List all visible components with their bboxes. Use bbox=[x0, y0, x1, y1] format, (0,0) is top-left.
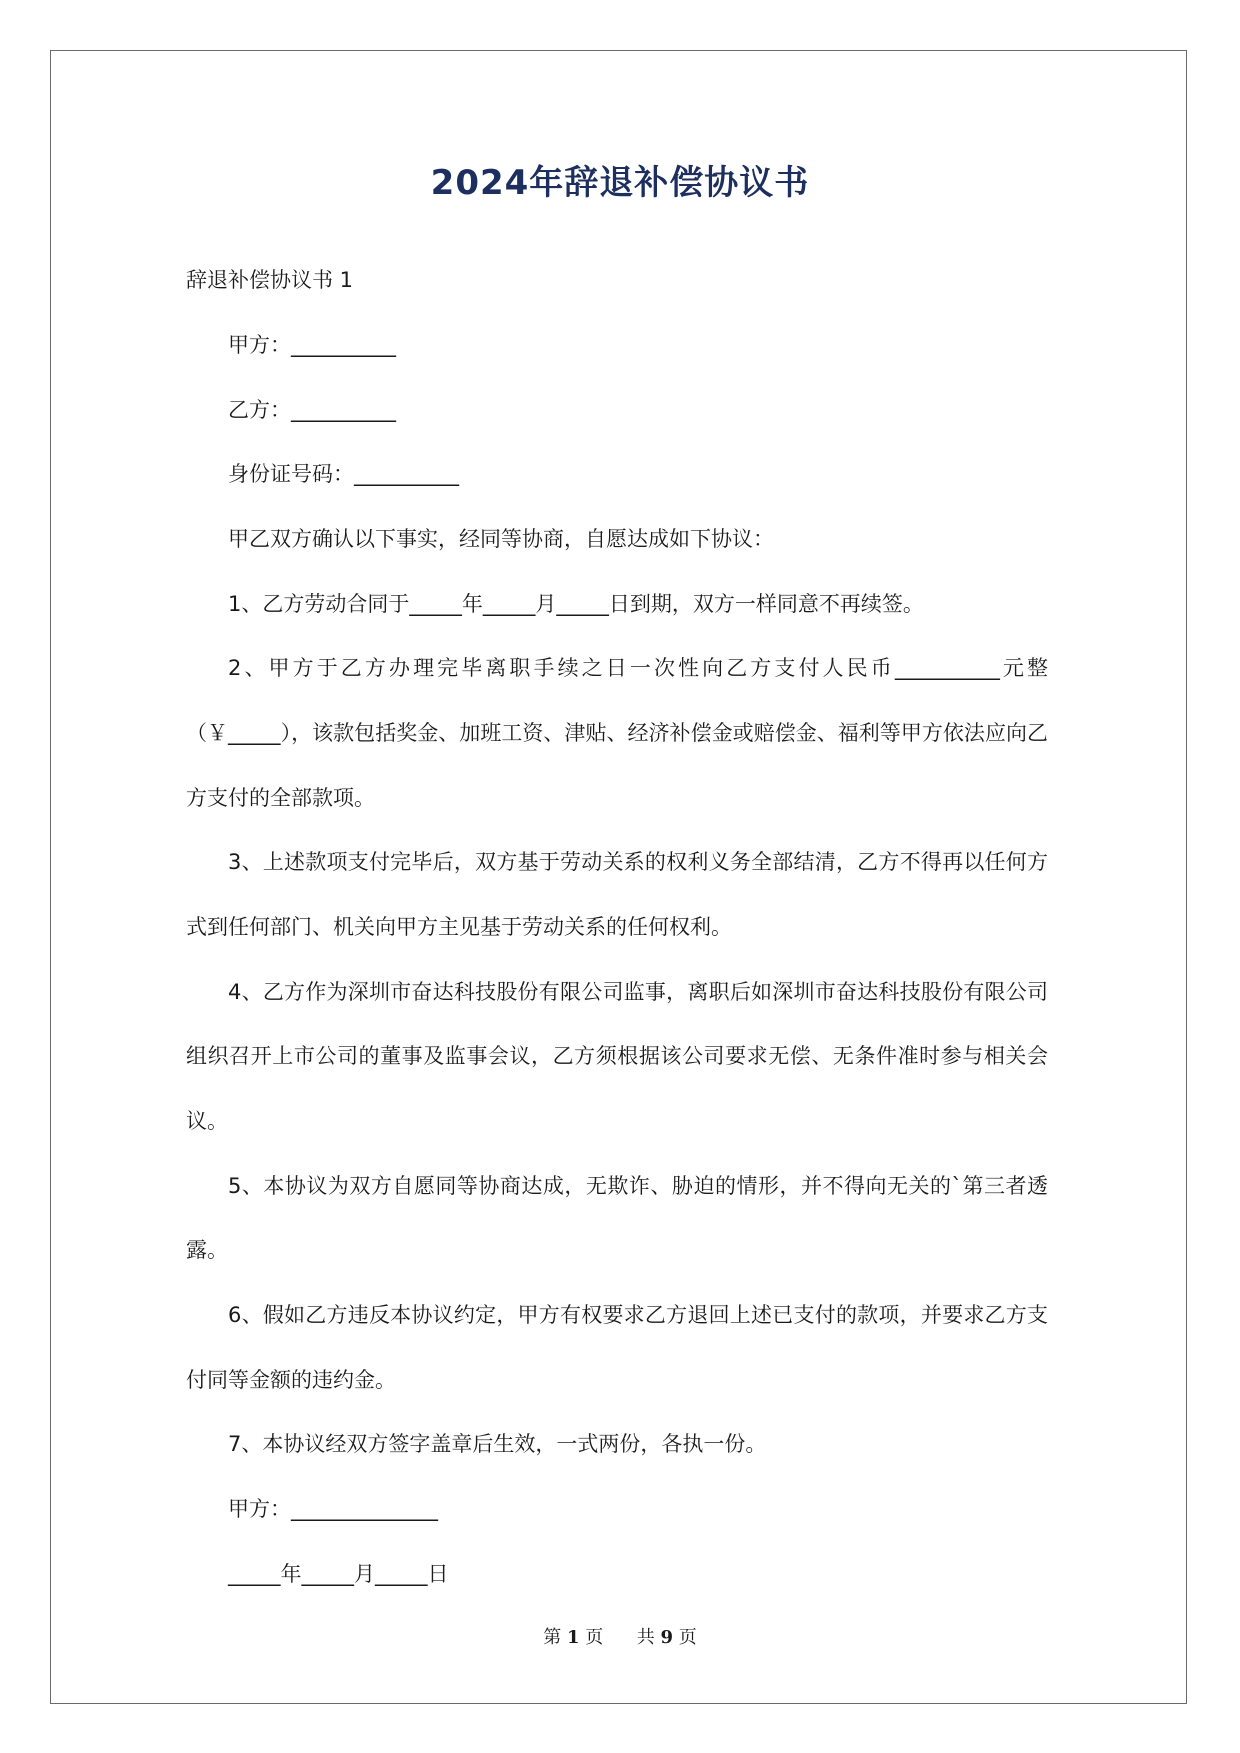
signature-party-a: 甲方：______________ bbox=[228, 1497, 438, 1521]
clause-2-line-2: （￥_____），该款包括奖金、加班工资、津贴、经济补偿金或赔偿金、福利等甲方依法应向乙 bbox=[186, 721, 1048, 745]
page-label-suffix: 页 bbox=[585, 1627, 604, 1648]
signature-date: _____年_____月_____日 bbox=[228, 1562, 449, 1586]
clause-3-line-1: 3、上述款项支付完毕后，双方基于劳动关系的权利义务全部结清，乙方不得再以任何方 bbox=[228, 850, 1048, 874]
clause-4-line-3: 议。 bbox=[186, 1109, 228, 1133]
current-page-number: 1 bbox=[567, 1627, 580, 1648]
intro-paragraph: 甲乙双方确认以下事实，经同等协商，自愿达成如下协议： bbox=[228, 527, 774, 551]
page-footer bbox=[0, 1623, 1240, 1653]
clause-6-line-2: 付同等金额的违约金。 bbox=[186, 1368, 396, 1392]
total-label-prefix: 共 bbox=[636, 1627, 655, 1648]
clause-4-line-2: 组织召开上市公司的董事及监事会议，乙方须根据该公司要求无偿、无条件准时参与相关会 bbox=[186, 1044, 1048, 1068]
clause-7: 7、本协议经双方签字盖章后生效，一式两份，各执一份。 bbox=[228, 1432, 767, 1456]
clause-6-line-1: 6、假如乙方违反本协议约定，甲方有权要求乙方退回上述已支付的款项，并要求乙方支 bbox=[228, 1303, 1048, 1327]
page-label-prefix: 第 bbox=[543, 1627, 562, 1648]
total-page-number: 9 bbox=[660, 1627, 673, 1648]
clause-1: 1、乙方劳动合同于_____年_____月_____日到期，双方一样同意不再续签。 bbox=[228, 592, 924, 616]
party-b-field: 乙方：__________ bbox=[228, 398, 396, 422]
section-heading: 辞退补偿协议书 1 bbox=[186, 268, 354, 292]
clause-4-line-1: 4、乙方作为深圳市奋达科技股份有限公司监事，离职后如深圳市奋达科技股份有限公司 bbox=[228, 980, 1048, 1004]
clause-5-line-1: 5、本协议为双方自愿同等协商达成，无欺诈、胁迫的情形，并不得向无关的`第三者透 bbox=[228, 1174, 1048, 1198]
party-a-field: 甲方：__________ bbox=[228, 333, 396, 357]
clause-2-line-3: 方支付的全部款项。 bbox=[186, 786, 375, 810]
clause-5-line-2: 露。 bbox=[186, 1238, 228, 1262]
id-number-field: 身份证号码：__________ bbox=[228, 462, 459, 486]
clause-3-line-2: 式到任何部门、机关向甲方主见基于劳动关系的任何权利。 bbox=[186, 915, 732, 939]
clause-2-line-1: 2、甲方于乙方办理完毕离职手续之日一次性向乙方支付人民币__________元整 bbox=[228, 656, 1048, 680]
document-title: 2024年辞退补偿协议书 bbox=[430, 163, 810, 203]
total-label-suffix: 页 bbox=[678, 1627, 697, 1648]
